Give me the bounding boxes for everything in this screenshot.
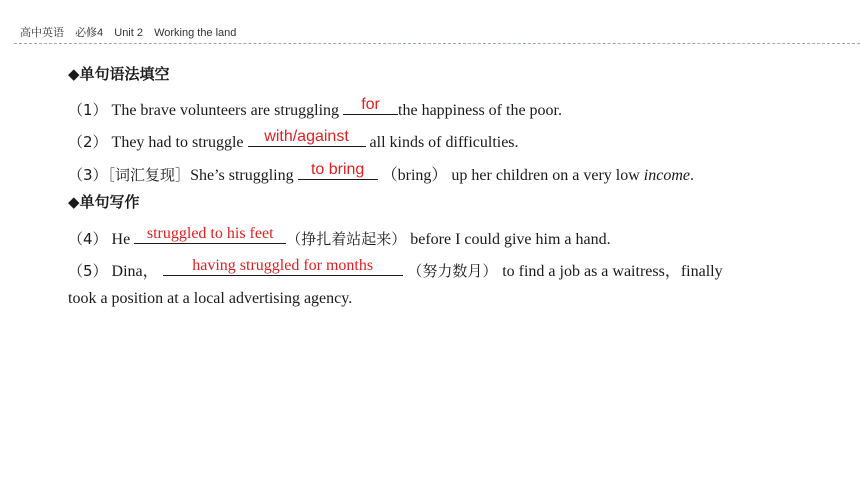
sentence-period: . [690, 167, 694, 184]
exercise-item-5 [68, 257, 723, 282]
vocab-review-tag: ［词汇复现］ [107, 166, 191, 184]
course-label: 高中英语 [20, 27, 64, 39]
answer-text: having struggled for months [192, 257, 374, 274]
exercise-item-2 [68, 128, 519, 153]
page-header [0, 0, 860, 44]
item-number: （5） [68, 262, 108, 280]
header-divider [14, 43, 860, 44]
unit-label: Unit 2 [114, 27, 143, 39]
unit-title: Working the land [154, 27, 237, 39]
answer-blank [163, 257, 403, 276]
sentence-end: the happiness of the poor. [398, 102, 562, 119]
sentence-start: The brave volunteers are struggling [107, 102, 344, 119]
header-text [20, 24, 244, 40]
exercise-item-5-continuation: took a position at a local advertising agency. [68, 290, 353, 307]
section-heading-grammar: ◆单句语法填空 [68, 65, 170, 83]
item-number: （2） [68, 133, 108, 151]
answer-text: with/against [264, 128, 349, 145]
sentence-italic-word: income [643, 167, 690, 184]
chinese-hint: （努力数月） [402, 262, 503, 280]
answer-blank [343, 96, 398, 115]
answer-blank [248, 128, 366, 147]
sentence-end: up her children on a very low [451, 167, 644, 184]
answer-text: to bring [310, 161, 365, 178]
exercise-item-3 [68, 161, 694, 186]
sentence-end: all kinds of difficulties. [365, 134, 519, 151]
sentence-start: Dina， [107, 263, 163, 280]
section-heading-writing: ◆单句写作 [68, 193, 140, 211]
answer-blank [134, 225, 286, 244]
sentence-start: She’s struggling [190, 167, 298, 184]
answer-blank [298, 161, 378, 180]
item-number: （1） [68, 101, 108, 119]
item-number: （4） [68, 230, 108, 248]
sentence-start: They had to struggle [107, 134, 248, 151]
item-number: （3） [68, 166, 108, 184]
word-hint: （bring） [377, 167, 452, 184]
sentence-start: He [107, 231, 135, 248]
answer-text: struggled to his feet [146, 225, 274, 242]
book-label: 必修4 [75, 27, 104, 39]
chinese-hint: （挣扎着站起来） [286, 230, 407, 248]
exercise-item-4 [68, 225, 611, 250]
exercise-item-1 [68, 96, 562, 121]
answer-text: for [361, 96, 380, 113]
sentence-end: before I could give him a hand. [406, 231, 611, 248]
sentence-end: to find a job as a waitress，finally [502, 263, 723, 280]
